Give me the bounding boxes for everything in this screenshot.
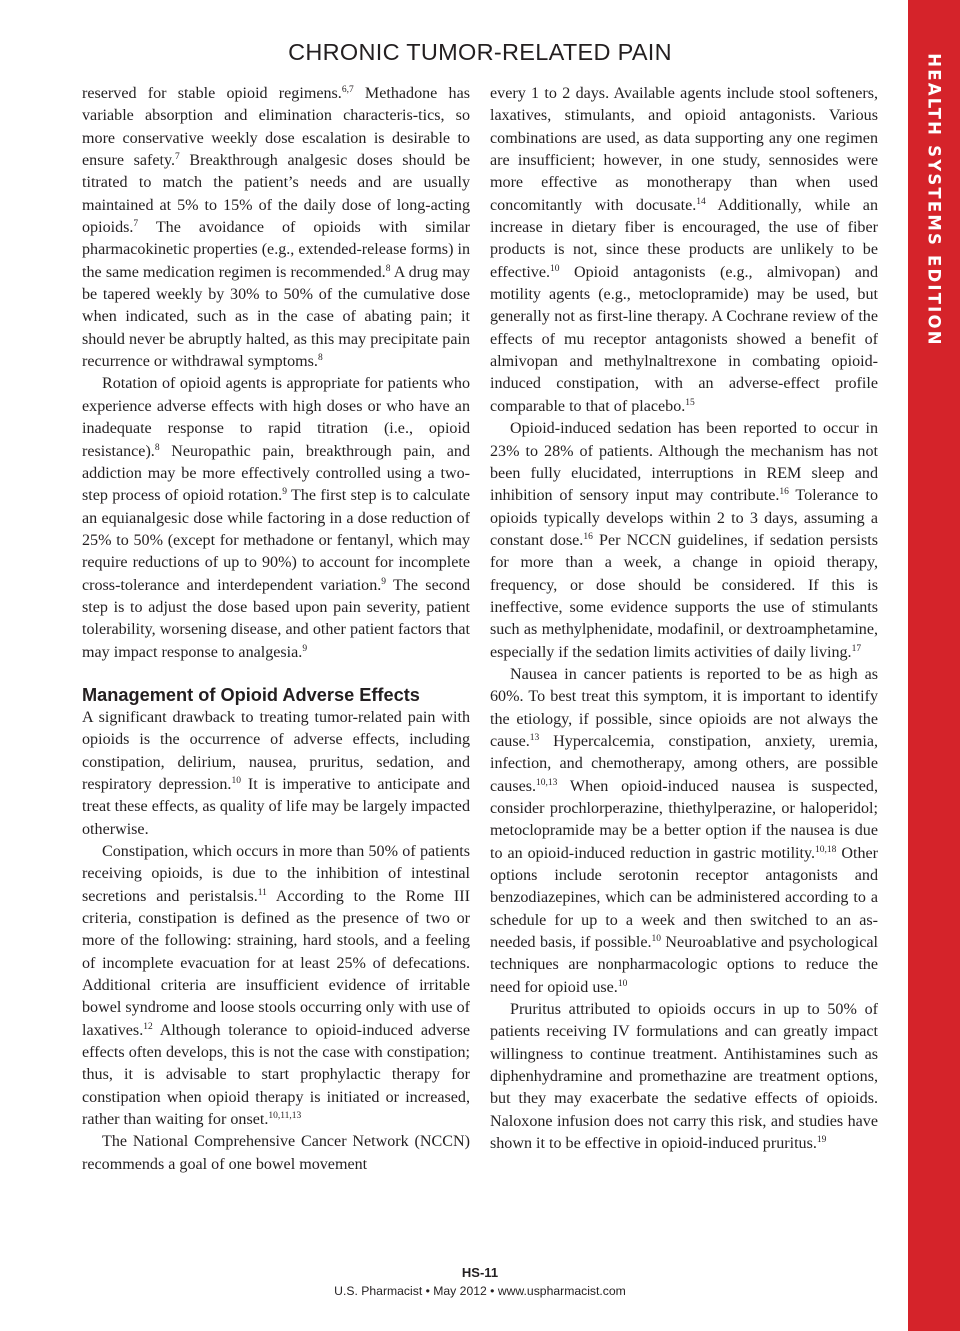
citation: 17: [851, 643, 862, 654]
page-number: HS-11: [461, 1265, 499, 1280]
citation: 10: [617, 978, 628, 989]
citation: 19: [816, 1135, 827, 1146]
left-paragraph-2: Rotation of opioid agents is appropriate for patients who experience adverse effects with high doses or who have an inadequate response to rapid titration (i.e., opioid resistance).$^8$ Neuropathic pain, breakthrough pain, and addiction may be more effectively controlled using a two-step process of opioid rotation.$^9$ The first step is to calculate an equianalgesic dose while factoring in a dose reduction of 25% to 50% (except for methadone or fentanyl, which may require reductions of up to 90%) to account for incomplete cross-tolerance and interdependent variation.$^9$ The second step is to adjust the dose based upon pain severity, patient tolerability, worsening disease, and other patient factors that may impact response to analgesia.$^9$: [82, 375, 471, 661]
citation: 11: [257, 887, 267, 898]
section-heading: Management of Opioid Adverse Effects: [82, 684, 420, 705]
right-column: [490, 83, 878, 1156]
section-side-tab: [908, 0, 960, 1331]
left-column: [82, 83, 470, 1176]
right-paragraph-1: every 1 to 2 days. Available agents include stool softeners, laxatives, stimulants, and opioid antagonists. Various combinations are used, as data supporting any one regimen are insufficient; however, in one study, sennosides were more effective as monotherapy than when used concomitantly with docusate.$^{14}$ Additionally, while an increase in dietary fiber is encouraged, the use of fiber products is not, since these products are unlikely to be effective.$^{10}$ Opioid antagonists (e.g., almivopan) and motility agents (e.g., metoclopramide) may be used, but generally not as first-line therapy. A Cochrane review of the effects of mu receptor antagonists showed a benefit of almivopan and methylnaltrexone in combating opioid-induced constipation, with an adverse-effect profile comparable to that of placebo.$^{15}$: [490, 85, 878, 415]
right-paragraph-4: Pruritus attributed to opioids occurs in up to 50% of patients receiving IV formulations and can greatly impact willingness to continue treatment. Antihistamines such as diphenhydramine and promethazine are treatment options, but they may exacerbate the sedative effects of opioids. Naloxone infusion does not carry this risk, and studies have shown it to be effective in opioid-induced pruritus.$^{19}$: [490, 1001, 878, 1153]
citation: 9: [381, 576, 387, 587]
side-tab-label: HEALTH SYSTEMS EDITION: [924, 53, 944, 347]
citation: 16: [583, 531, 593, 542]
left-paragraph-4: Constipation, which occurs in more than 50% of patients receiving opioids, is due to the inhibition of intestinal secretions and peristalsis.$^{11}$ According to the Rome III criteria, constipation is defined as the presence of two or more of the following: straining, hard stools, and a feeling of incomplete evacuation for at least 25% of defecations. Additional criteria are insufficient evidence of irritable bowel syndrome and loose stools occurring only with use of laxatives.$^{12}$ Although tolerance to opioid-induced adverse effects often develops, this is not the case with constipation; thus, it is advisable to start prophylactic therapy for constipation when opioid therapy is initiated or increased, rather than waiting for onset.$^{10,11,13}$: [82, 843, 470, 1129]
citation: 10,18: [815, 844, 837, 855]
citation: 12: [143, 1021, 153, 1032]
citation: 8: [317, 353, 323, 364]
citation: 16: [779, 487, 789, 498]
citation: 10,11,13: [268, 1111, 302, 1122]
citation: 8: [385, 263, 391, 274]
citation: 9: [282, 487, 287, 498]
citation: 10,13: [536, 777, 558, 788]
citation: 7: [133, 219, 139, 230]
citation: 9: [302, 643, 308, 654]
citation: 14: [696, 196, 706, 207]
citation: 10: [231, 775, 241, 786]
citation: 8: [154, 442, 160, 453]
citation: 15: [685, 397, 695, 408]
citation: 13: [529, 732, 540, 743]
left-paragraph-3: A significant drawback to treating tumor-related pain with opioids is the occurrence of adverse effects, including constipation, delirium, nausea, pruritus, sedation, and respiratory depression.$^{10}$ It is imperative to anticipate and treat these effects, as quality of life may be largely impacted otherwise.: [82, 708, 471, 838]
right-paragraph-3: Nausea in cancer patients is reported to be as high as 60%. To best treat this symptom, it is important to identify the etiology, if possible, since opioids are not always the cause.$^{13}$ Hypercalcemia, constipation, anxiety, uremia, infection, and chemotherapy, among others, are possible causes.$^{10,13}$ When opioid-induced nausea is suspected, consider prochlorperazine, thiethylperazine, or haloperidol; metoclopramide may be a better option if the nausea is due to an opioid-induced reduction in gastric motility.$^{10,18}$ Other options include serotonin receptor antagonists and benzodiazepines, which can be administered according to a schedule for up to a week and then switched to an as-needed basis, if possible.$^{10}$ Neuroablative and psychological techniques are nonpharmacologic options to reduce the need for opioid use.$^{10}$: [490, 665, 878, 996]
citation: 6,7: [341, 85, 354, 95]
left-paragraph-5: The National Comprehensive Cancer Network (NCCN) recommends a goal of one bowel movement: [82, 1133, 470, 1173]
right-paragraph-2: Opioid-induced sedation has been reported to occur in 23% to 28% of patients. Although the mechanism has not been fully elucidated, interruptions in REM sleep and inhibition of sensory input may contribute.$^{16}$ Tolerance to opioids typically develops within 2 to 3 days, assuming a constant dose.$^{16}$ Per NCCN guidelines, if sedation persists for more than a week, a change in opioid therapy, frequency, or dose should be considered. If this is ineffective, some evidence supports the use of stimulants such as methylphenidate, modafinil, or dextroamphetamine, especially if the sedation limits activities of daily living.$^{17}$: [490, 420, 878, 661]
citation: 7: [175, 152, 180, 163]
citation: 10: [550, 263, 560, 274]
footer-publication-line: U.S. Pharmacist • May 2012 • www.uspharmacist.com: [334, 1284, 626, 1298]
citation: 10: [651, 934, 662, 945]
running-head: CHRONIC TUMOR-RELATED PAIN: [288, 39, 672, 65]
left-paragraph-1: reserved for stable opioid regimens.$^{6,7}$ Methadone has variable absorption and elimination characteris-tics, so more conservative weekly dose escalation is desirable to ensure safety.$^7$ Breakthrough analgesic doses should be titrated to match the patient’s needs and are usually maintained at 5% to 15% of the daily dose of long-acting opioids.$^7$ The avoidance of opioids with similar pharmacokinetic properties (e.g., extended-release forms) in the same medication regimen is recommended.$^8$ A drug may be tapered weekly by 30% to 50% of the cumulative dose when indicated, such as in the case of abating pain; it should never be abruptly halted, as this may precipitate pain recurrence or withdrawal symptoms.$^8$: [82, 85, 470, 371]
